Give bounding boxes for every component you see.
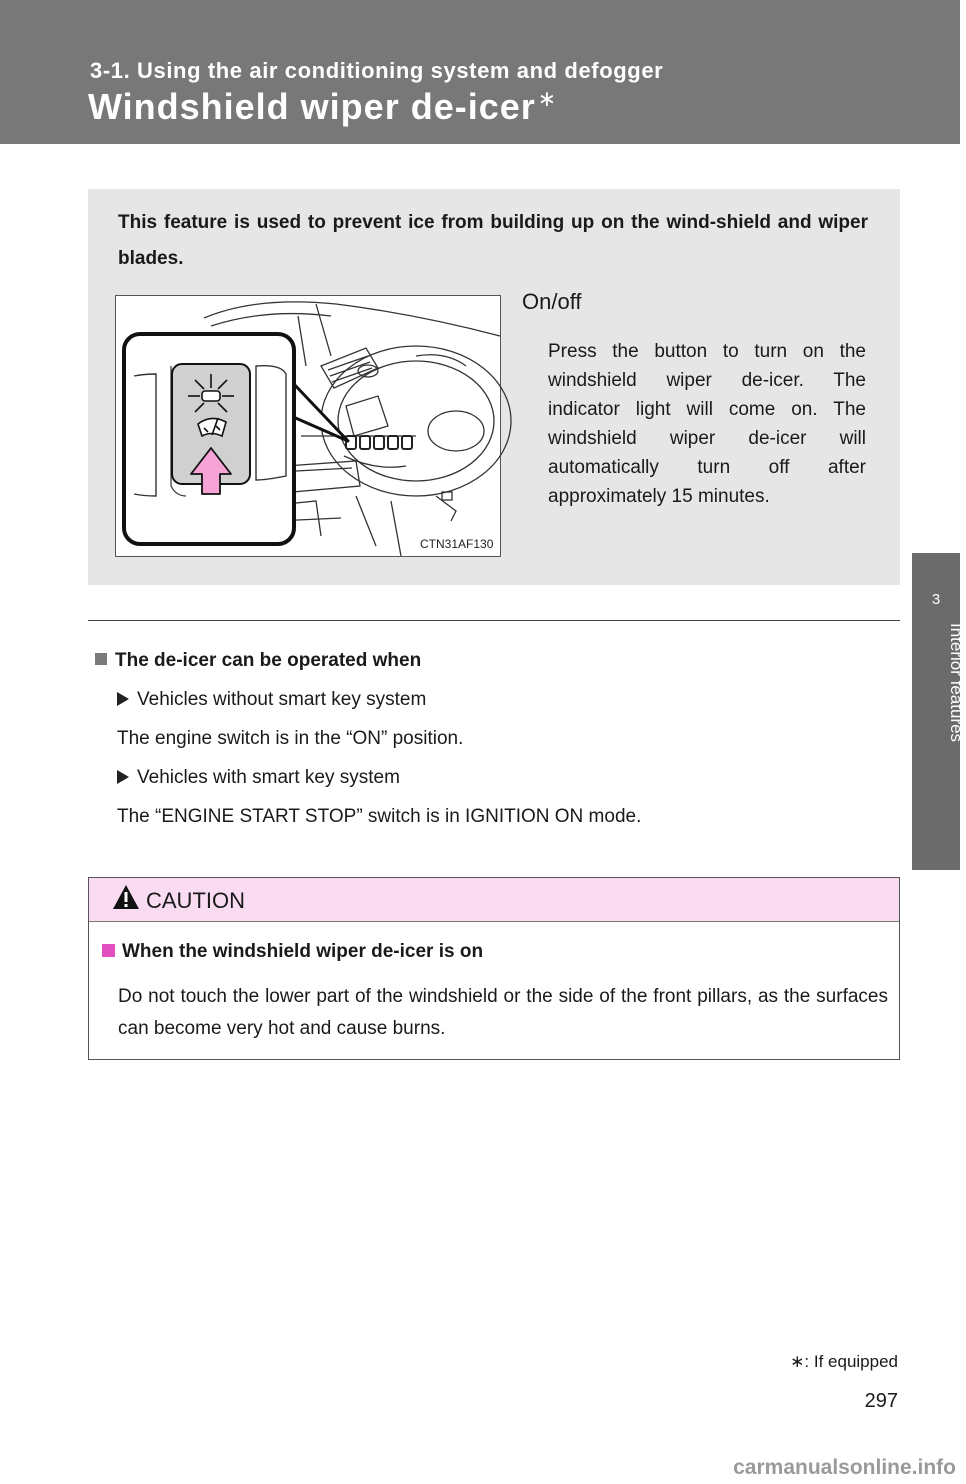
- chapter-label: Interior features: [947, 623, 966, 743]
- warning-triangle-icon: [112, 884, 140, 910]
- condition-text: The “ENGINE START STOP” switch is in IGNITION ON mode.: [117, 806, 642, 827]
- de-icer-illustration: [115, 295, 501, 557]
- watermark: carmanualsonline.info: [733, 1456, 956, 1479]
- chapter-tab: [912, 553, 966, 870]
- feature-summary-box: [88, 189, 900, 585]
- section-divider: [88, 620, 900, 621]
- vehicle-type-without-smart-key: [117, 689, 426, 711]
- pink-square-bullet-icon: [102, 944, 115, 957]
- footnote: ∗: If equipped: [790, 1352, 898, 1371]
- conditions-heading-text: The de-icer can be operated when: [115, 650, 422, 671]
- triangle-bullet-icon: [117, 692, 129, 706]
- vehicle-type-label: Vehicles without smart key system: [137, 689, 427, 710]
- condition-text: The engine switch is in the “ON” position.: [117, 728, 464, 749]
- vehicle-type-label: Vehicles with smart key system: [137, 767, 400, 788]
- on-off-heading: On/off: [522, 289, 582, 314]
- operation-conditions: [95, 650, 895, 827]
- caution-subheading-text: When the windshield wiper de-icer is on: [122, 941, 484, 962]
- page-header: [0, 0, 960, 144]
- square-bullet-icon: [95, 653, 107, 665]
- feature-intro: This feature is used to prevent ice from building up on the wind-shield and wiper blades.: [118, 212, 868, 269]
- section-title: 3-1. Using the air conditioning system and defogger: [90, 58, 664, 83]
- conditions-heading: [95, 650, 895, 672]
- caution-header: [89, 878, 899, 922]
- chapter-number: 3: [931, 591, 941, 608]
- dashboard-drawing: [116, 296, 500, 556]
- page-number: 297: [864, 1390, 898, 1412]
- page-title-text: Windshield wiper de-icer: [88, 86, 536, 127]
- illustration-code: CTN31AF130: [420, 537, 494, 551]
- vehicle-type-with-smart-key: [117, 767, 400, 789]
- triangle-bullet-icon: [117, 770, 129, 784]
- page-title: [88, 86, 557, 128]
- on-off-description: Press the button to turn on the windshield wiper de-icer. The indicator light will come on. The windshield wiper de-icer will automatically turn off after approximately 15 minutes.: [548, 341, 866, 507]
- caution-title: CAUTION: [146, 888, 245, 913]
- if-equipped-marker: ∗: [537, 86, 558, 111]
- caution-subheading: [102, 941, 483, 963]
- caution-box: [88, 877, 900, 1060]
- caution-body: Do not touch the lower part of the windshield or the side of the front pillars, as the surfaces can become very hot and cause burns.: [118, 986, 888, 1039]
